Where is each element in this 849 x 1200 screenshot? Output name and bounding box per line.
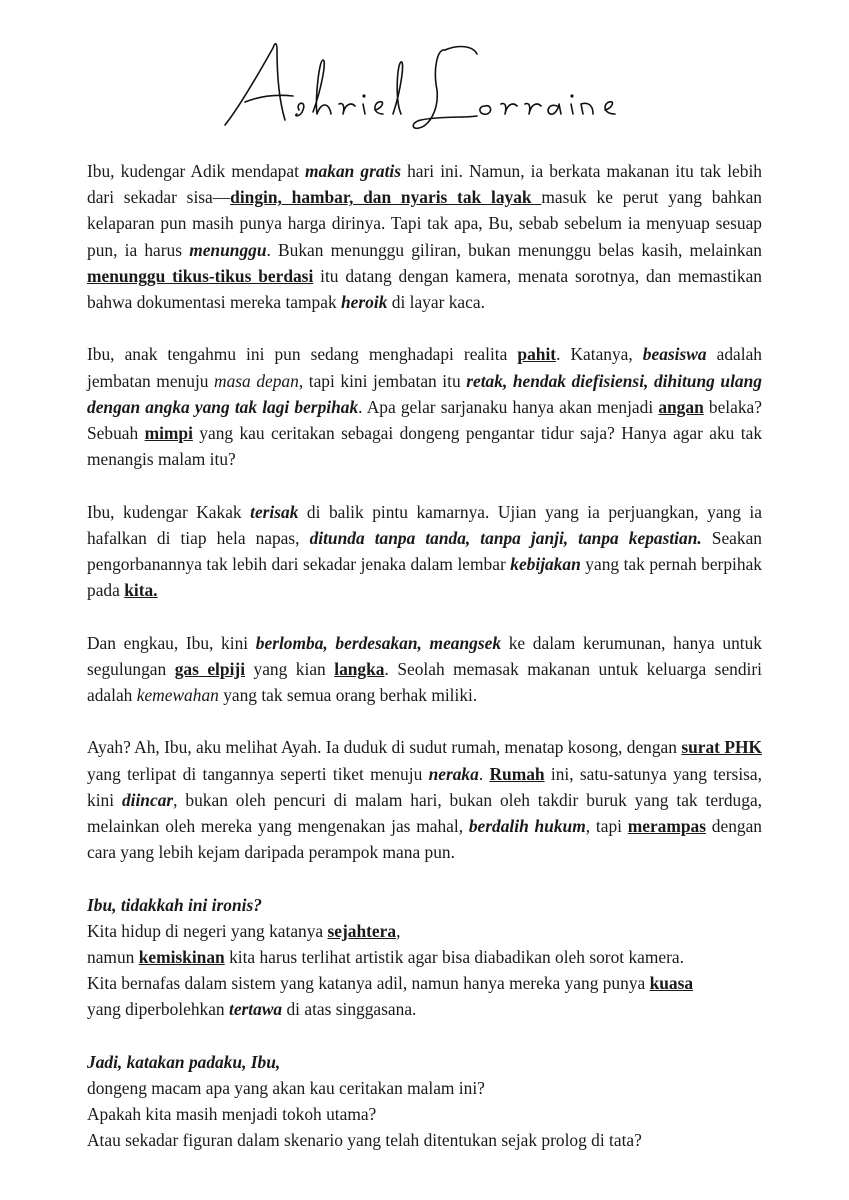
text-run: Apakah kita masih menjadi tokoh utama?: [87, 1104, 377, 1125]
text-run: Kita hidup di negeri yang katanya: [87, 920, 328, 941]
emphasis-run: heroik: [341, 292, 388, 313]
emphasis-run: berlomba, berdesakan, meangsek: [255, 632, 502, 653]
emphasis-run: Jadi, katakan padaku, Ibu,: [87, 1051, 281, 1072]
text-run: Atau sekadar figuran dalam skenario yang telah ditentukan sejak prolog di tata?: [87, 1130, 642, 1151]
text-run: Ibu, kudengar Adik mendapat: [87, 161, 306, 181]
emphasis-run: langka: [334, 658, 385, 679]
emphasis-run: mimpi: [144, 423, 193, 444]
emphasis-run: berdalih hukum: [468, 816, 586, 837]
emphasis-run: merampas: [627, 816, 706, 837]
emphasis-run: masa depan: [214, 370, 299, 391]
emphasis-run: diincar: [121, 789, 174, 810]
emphasis-run: kemiskinan: [138, 947, 225, 968]
text-run: masuk ke perut yang bahkan kelaparan pun masih punya harga dirinya. Tapi tak apa, Bu, sebab sebelum ia menyuap sesuap pun, ia harus: [87, 187, 762, 260]
text-run: yang kian: [245, 658, 335, 679]
text-run: di balik pintu kamarnya. Ujian yang ia perjuangkan, yang ia hafalkan di tiap hela napas,: [87, 501, 762, 548]
emphasis-run: dingin, hambar, dan nyaris tak layak: [230, 187, 542, 208]
emphasis-run: surat PHK: [681, 737, 763, 758]
stanza-line: [87, 918, 762, 944]
paragraph-anak-tengah: [87, 341, 762, 472]
stanza-line: [87, 1101, 762, 1127]
text-run: . Katanya,: [556, 344, 643, 365]
emphasis-run: gas elpiji: [174, 658, 246, 679]
stanza-line: [87, 1075, 762, 1101]
stanza-line: [87, 944, 762, 970]
letter-body: [87, 158, 762, 1180]
emphasis-run: kemewahan: [136, 685, 219, 706]
text-run: hari ini. Namun, ia berkata makanan itu tak lebih dari sekadar sisa—: [87, 161, 762, 208]
stanza-line: [87, 892, 762, 918]
text-run: dongeng macam apa yang akan kau ceritakan malam ini?: [87, 1078, 485, 1099]
text-run: .: [478, 763, 490, 784]
emphasis-run: menunggu: [189, 239, 267, 260]
text-run: belaka? Sebuah: [87, 396, 762, 444]
emphasis-run: retak, hendak diefisiensi, dihitung ulang dengan angka yang tak lagi berpihak: [87, 370, 762, 417]
emphasis-run: Rumah: [489, 763, 545, 784]
paragraph-ayah: [87, 734, 762, 865]
text-run: , tapi: [585, 816, 628, 837]
emphasis-run: kebijakan: [510, 554, 581, 575]
text-run: . Bukan menunggu giliran, bukan menunggu belas kasih, melainkan: [266, 239, 762, 260]
text-run: . Seolah memasak makanan untuk keluarga sendiri adalah: [87, 658, 763, 706]
emphasis-run: ditunda tanpa tanda, tanpa janji, tanpa kepastian.: [309, 527, 702, 548]
signature-header: [0, 30, 849, 140]
text-run: Kita bernafas dalam sistem yang katanya adil, namun hanya mereka yang punya: [87, 973, 650, 994]
text-run: itu datang dengan kamera, menata sorotnya, dan memastikan bahwa dokumentasi mereka tampak: [87, 265, 762, 313]
text-run: di layar kaca.: [387, 292, 485, 313]
text-run: ini, satu-satunya yang tersisa, kini: [87, 763, 762, 810]
emphasis-run: kuasa: [649, 973, 694, 994]
emphasis-run: beasiswa: [642, 344, 707, 365]
paragraph-adik: [87, 158, 762, 315]
stanza-line: [87, 1127, 762, 1153]
stanza-line: [87, 1049, 762, 1075]
text-run: Ayah? Ah, Ibu, aku melihat Ayah. Ia duduk di sudut rumah, menatap kosong, dengan: [87, 737, 682, 758]
text-run: yang kau ceritakan sebagai dongeng pengantar tidur saja? Hanya agar aku tak menangis malam itu?: [87, 423, 763, 470]
emphasis-run: makan gratis: [305, 161, 401, 181]
text-run: Dan engkau, Ibu, kini: [87, 632, 256, 653]
stanza-ironis: [87, 892, 762, 1023]
text-run: ke dalam kerumunan, hanya untuk segulungan: [87, 632, 762, 679]
text-run: Ibu, kudengar Kakak: [87, 501, 251, 522]
emphasis-run: Ibu, tidakkah ini ironis?: [87, 894, 262, 915]
text-run: yang tak semua orang berhak miliki.: [218, 685, 478, 706]
text-run: dengan cara yang lebih kejam daripada perampok mana pun.: [87, 816, 762, 863]
emphasis-run: terisak: [250, 501, 299, 522]
emphasis-run: pahit: [517, 344, 557, 365]
paragraph-kakak: [87, 499, 762, 604]
text-run: yang diperbolehkan: [87, 999, 229, 1020]
emphasis-run: menunggu tikus-tikus berdasi: [87, 265, 314, 286]
text-run: . Apa gelar sarjanaku hanya akan menjadi: [358, 396, 659, 417]
text-run: namun: [87, 947, 139, 968]
emphasis-run: neraka: [428, 763, 479, 784]
emphasis-run: angan: [658, 396, 704, 417]
text-run: yang terlipat di tangannya seperti tiket menuju: [87, 763, 429, 784]
text-run: kita harus terlihat artistik agar bisa diabadikan oleh sorot kamera.: [224, 947, 684, 968]
text-run: Ibu, anak tengahmu ini pun sedang menghadapi realita: [87, 344, 518, 365]
text-run: ,: [396, 920, 401, 941]
stanza-katakan: [87, 1049, 762, 1154]
text-run: Seakan pengorbanannya tak lebih dari sekadar jenaka dalam lembar: [87, 527, 762, 575]
text-run: , tapi kini jembatan itu: [298, 370, 467, 391]
text-run: yang tak pernah berpihak pada: [87, 554, 762, 601]
text-run: adalah jembatan menuju: [87, 344, 762, 391]
text-run: di atas singgasana.: [282, 999, 417, 1020]
emphasis-run: sejahtera: [327, 920, 397, 941]
stanza-line: [87, 970, 762, 996]
signature-logo: [215, 30, 635, 140]
paragraph-ibu: [87, 630, 762, 709]
stanza-line: [87, 996, 762, 1022]
emphasis-run: kita.: [124, 580, 158, 601]
emphasis-run: tertawa: [228, 999, 283, 1020]
text-run: , bukan oleh pencuri di malam hari, bukan oleh takdir buruk yang tak terduga, melainkan oleh mereka yang mengenakan jas mahal,: [87, 789, 763, 837]
